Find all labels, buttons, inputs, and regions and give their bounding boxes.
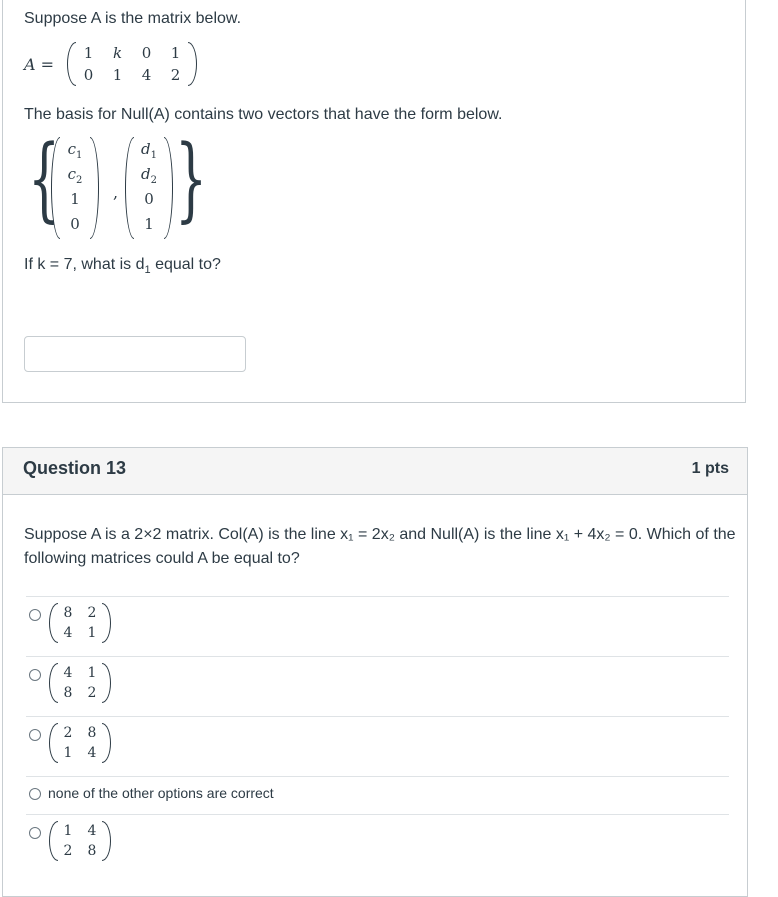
q12-basis-text: The basis for Null(A) contains two vectors that have the form below.	[24, 106, 503, 123]
matrix-cell: 8	[87, 725, 97, 741]
question-header	[3, 448, 747, 495]
matrix-cell: 4	[63, 665, 73, 681]
vector-entry: 0	[70, 215, 80, 233]
matrix-cell: 4	[63, 625, 73, 641]
q13-text-line2: following matrices could A be equal to?	[24, 550, 300, 567]
equals-sign: =	[40, 55, 55, 74]
vector-entry: 1	[144, 215, 154, 233]
vector-c	[51, 137, 99, 239]
vector-d	[125, 137, 173, 239]
matrix-cell: 4	[87, 823, 97, 839]
answer-input[interactable]	[24, 336, 246, 372]
matrix-cell: 0	[83, 66, 94, 84]
q12-intro: Suppose A is the matrix below.	[24, 10, 242, 27]
radio-button[interactable]	[29, 729, 41, 741]
radio-button[interactable]	[29, 609, 41, 621]
option-matrix	[49, 663, 111, 703]
matrix-a	[67, 42, 197, 86]
vector-entry: $c_1$	[67, 140, 83, 161]
matrix-cell: 1	[170, 44, 181, 62]
question-13-card	[2, 447, 748, 897]
right-brace: }	[175, 125, 208, 232]
divider	[26, 596, 729, 597]
matrix-cell: 2	[63, 843, 73, 859]
matrix-cell: 8	[87, 843, 97, 859]
radio-button[interactable]	[29, 788, 41, 800]
divider	[26, 656, 729, 657]
vector-entry: 1	[70, 190, 80, 208]
matrix-cell: 2	[170, 66, 181, 84]
matrix-cell: k	[112, 44, 123, 62]
divider	[26, 776, 729, 777]
question-12-card	[2, 0, 746, 403]
comma: ,	[113, 183, 119, 202]
matrix-cell: 1	[83, 44, 94, 62]
matrix-cell: 1	[112, 66, 123, 84]
option-matrix	[49, 723, 111, 763]
vector-entry: $d_1$	[141, 140, 157, 161]
matrix-cell: 2	[87, 605, 97, 621]
matrix-label: A	[24, 55, 36, 74]
option-text: none of the other options are correct	[48, 785, 274, 801]
matrix-cell: 8	[63, 685, 73, 701]
matrix-cell: 2	[63, 725, 73, 741]
question-title: Question 13	[23, 458, 127, 478]
matrix-cell: 1	[63, 745, 73, 761]
question-points: 1 pts	[691, 460, 729, 477]
option-matrix	[49, 821, 111, 861]
vector-entry: 0	[144, 190, 154, 208]
left-brace: {	[28, 125, 61, 232]
divider	[26, 814, 729, 815]
matrix-cell: 8	[63, 605, 73, 621]
radio-button[interactable]	[29, 827, 41, 839]
matrix-cell: 2	[87, 685, 97, 701]
matrix-cell: 4	[87, 745, 97, 761]
q12-question: If k = 7, what is $d_1$ equal to?	[24, 256, 221, 277]
matrix-cell: 1	[63, 823, 73, 839]
q13-text-line1: Suppose A is a 2×2 matrix. Col(A) is the line x₁ = 2x₂ and Null(A) is the line x₁ + 4x₂ = 0. Which of the	[24, 526, 736, 543]
option-matrix	[49, 603, 111, 643]
divider	[26, 716, 729, 717]
matrix-cell: 1	[87, 625, 97, 641]
matrix-cell: 4	[141, 66, 152, 84]
vector-entry: $d_2$	[141, 165, 157, 186]
matrix-cell: 1	[87, 665, 97, 681]
radio-button[interactable]	[29, 669, 41, 681]
matrix-cell: 0	[141, 44, 152, 62]
vector-entry: $c_2$	[67, 165, 83, 186]
